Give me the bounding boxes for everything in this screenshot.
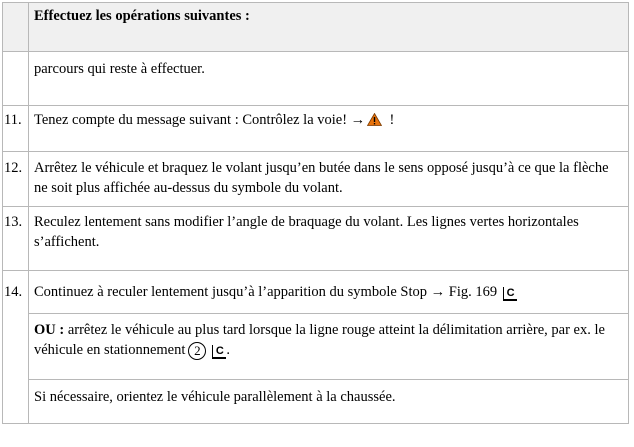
operations-table [2,2,629,424]
table-row [3,106,629,152]
table-row [3,152,629,207]
step-number: 11. [3,106,29,152]
step-text: Reculez lentement sans modifier l’angle de braquage du volant. Les lignes vertes horizontales s’affichent. [29,207,629,271]
warning-triangle-icon [367,112,382,132]
step-text: arrêtez le véhicule au plus tard lorsque la ligne rouge atteint la délimitation arrière, par ex. le véhicule en stationnement [34,322,605,358]
step-lead: OU : [34,322,65,338]
step-number: 13. [3,207,29,271]
header-title: Effectuez les opérations suivantes : [29,3,629,52]
step-number: 14. [3,271,29,424]
table-row [3,52,629,106]
header-num-cell [3,3,29,52]
step-number: 12. [3,152,29,207]
figure-link[interactable]: C [503,287,517,301]
step-text: Arrêtez le véhicule et braquez le volant jusqu’en butée dans le sens opposé jusqu’à ce que la flèche ne soit plus affichée au-dessus du symbole du volant. [29,152,629,207]
table-row [3,207,629,271]
step-text: Si nécessaire, orientez le véhicule parallèlement à la chaussée. [29,380,629,424]
step-suffix: ! [389,112,395,128]
step-text: parcours qui reste à effectuer. [29,52,629,106]
table-row [3,314,629,380]
step-cell [29,314,629,380]
table-header-row [3,3,629,52]
step-cell [29,106,629,152]
table-row [3,271,629,314]
step-text: Continuez à reculer lentement jusqu’à l’apparition du symbole Stop → Fig. 169 [34,284,498,300]
step-cell [29,271,629,314]
circled-number: 2 [188,342,206,360]
step-end: . [226,342,231,358]
table-row [3,380,629,424]
figure-link[interactable]: C [212,345,226,359]
step-number [3,52,29,106]
step-text: Tenez compte du message suivant : Contrôlez la voie! → [34,112,366,128]
